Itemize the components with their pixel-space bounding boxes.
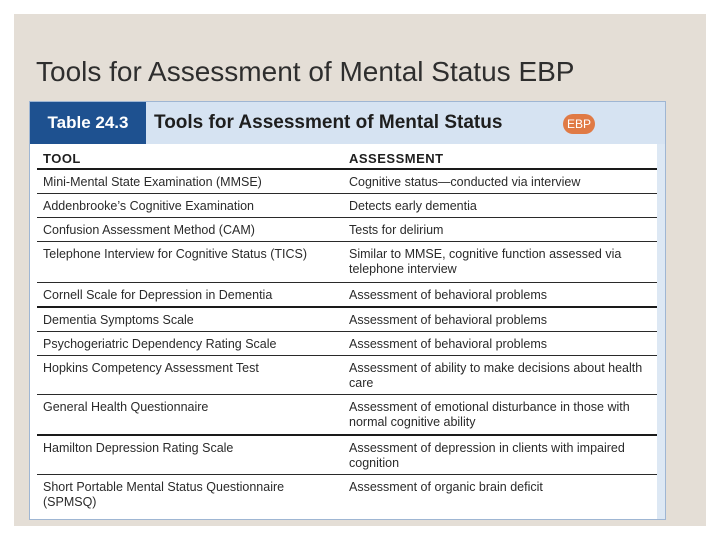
tool-cell: Psychogeriatric Dependency Rating Scale [43, 337, 277, 351]
tool-cell: General Health Questionnaire [43, 400, 209, 414]
assessment-cell: Similar to MMSE, cognitive function assessed via telephone interview [349, 247, 622, 276]
table-row [37, 241, 657, 282]
table-body [37, 168, 657, 512]
tool-cell: Mini-Mental State Examination (MMSE) [43, 175, 262, 189]
tool-cell: Cornell Scale for Depression in Dementia [43, 288, 273, 302]
column-header-tool: TOOL [43, 151, 81, 166]
table-row [37, 306, 657, 331]
table-row [37, 474, 657, 512]
table-right-edge [657, 144, 665, 519]
assessment-cell: Tests for delirium [349, 223, 444, 237]
assessment-cell: Assessment of depression in clients with impaired cognition [349, 441, 625, 470]
table-row [37, 168, 657, 193]
tool-cell: Dementia Symptoms Scale [43, 313, 194, 327]
tool-cell: Addenbrooke’s Cognitive Examination [43, 199, 255, 213]
ebp-badge: EBP [563, 114, 595, 134]
tool-cell: Short Portable Mental Status Questionnaire (SPMSQ) [43, 480, 285, 509]
tool-cell: Telephone Interview for Cognitive Status (TICS) [43, 247, 308, 261]
column-header-assessment: ASSESSMENT [349, 151, 444, 166]
table-row [37, 434, 657, 474]
tool-cell: Hamilton Depression Rating Scale [43, 441, 234, 455]
table-title: Tools for Assessment of Mental Status [154, 112, 503, 133]
slide-title: Tools for Assessment of Mental Status EBP [36, 56, 575, 87]
table-card [29, 101, 666, 520]
assessment-cell: Detects early dementia [349, 199, 477, 213]
table-row [37, 394, 657, 434]
assessment-cell: Assessment of behavioral problems [349, 288, 548, 302]
assessment-cell: Assessment of ability to make decisions about health care [349, 361, 643, 390]
assessment-cell: Assessment of behavioral problems [349, 337, 548, 351]
table-number: Table 24.3 [30, 102, 146, 144]
tool-cell: Confusion Assessment Method (CAM) [43, 223, 255, 237]
tool-cell: Hopkins Competency Assessment Test [43, 361, 259, 375]
assessment-cell: Assessment of behavioral problems [349, 313, 548, 327]
table-row [37, 331, 657, 355]
table-row [37, 355, 657, 394]
table-row [37, 282, 657, 306]
table-row [37, 217, 657, 241]
assessment-cell: Assessment of emotional disturbance in those with normal cognitive ability [349, 400, 630, 429]
assessment-cell: Assessment of organic brain deficit [349, 480, 543, 494]
assessment-cell: Cognitive status—conducted via interview [349, 175, 581, 189]
table-row [37, 193, 657, 217]
